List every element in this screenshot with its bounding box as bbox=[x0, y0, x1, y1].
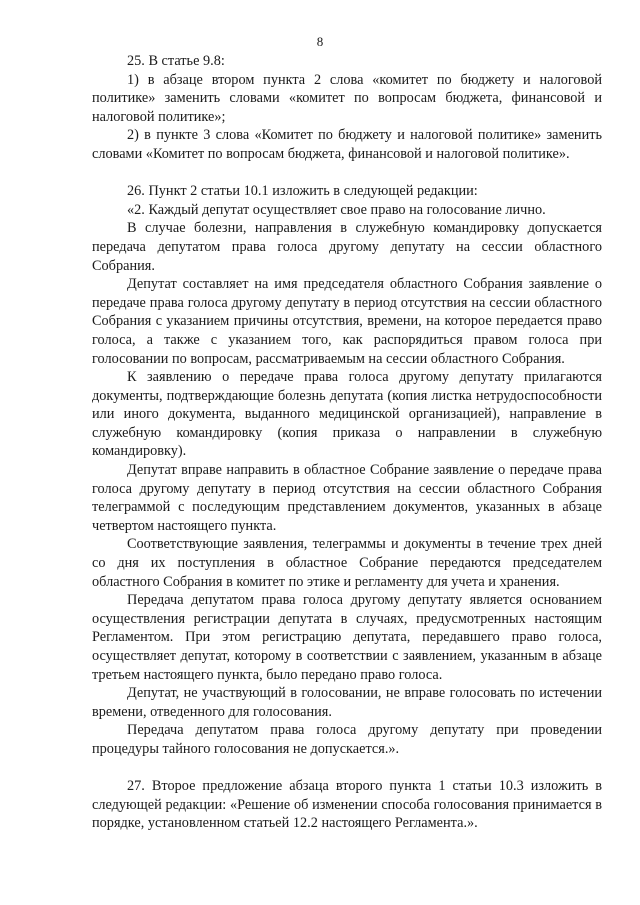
item-26-paragraph-8: Депутат, не участвующий в голосовании, не вправе голосовать по истечении времени, отведенного для голосования. bbox=[92, 685, 602, 720]
item-26-paragraph-4: К заявлению о передаче права голоса другому депутату прилагаются документы, подтверждающие болезнь депутата (копия листка нетрудоспособности или иного документа, выданного медицинской организацией), направление в служебную командировку (копия приказа о направлении в служебную командировку). bbox=[92, 369, 602, 460]
item-26-paragraph-2: В случае болезни, направления в служебную командировку допускается передача депутатом права голоса другому депутату на сессии областного Собрания. bbox=[92, 220, 602, 274]
page-number: 8 bbox=[316, 34, 324, 49]
item-26-paragraph-5: Депутат вправе направить в областное Собрание заявление о передаче права голоса другому депутату в период отсутствия на сессии областного Собрания телеграммой с последующим представлением документов, указанных в абзаце четвертом настоящего пункта. bbox=[92, 462, 602, 534]
item-25-subitem-1: 1) в абзаце втором пункта 2 слова «комитет по бюджету и налоговой политике» заменить словами «комитет по вопросам бюджета, финансовой и налоговой политике»; bbox=[92, 71, 602, 125]
item-25-heading: 25. В статье 9.8: bbox=[127, 53, 225, 69]
document-body bbox=[92, 52, 602, 833]
item-26-paragraph-3: Депутат составляет на имя председателя областного Собрания заявление о передаче права голоса другому депутату в период отсутствия на сессии областного Собрания с указанием причины отсутствия, времени, на которое передается право голоса, а также с указанием того, как распорядиться правом голоса при голосовании по вопросам, рассматриваемым на сессии областного Собрания. bbox=[92, 276, 602, 367]
item-26-paragraph-1: «2. Каждый депутат осуществляет свое право на голосование лично. bbox=[127, 201, 546, 218]
item-26-paragraph-7: Передача депутатом права голоса другому депутату является основанием осуществления регистрации депутата в случаях, предусмотренных настоящим Регламентом. При этом регистрацию депутата, передавшего право голоса, осуществляет депутат, которому в соответствии с заявлением, указанным в абзаце третьем настоящего пункта, было передано право голоса. bbox=[92, 592, 602, 683]
item-27-paragraph: 27. Второе предложение абзаца второго пункта 1 статьи 10.3 изложить в следующей редакции: «Решение об изменении способа голосования принимается в порядке, установленном статьей 12.2 настоящего Регламента.». bbox=[92, 778, 602, 832]
item-26-heading: 26. Пункт 2 статьи 10.1 изложить в следующей редакции: bbox=[127, 183, 478, 200]
item-25-subitem-2: 2) в пункте 3 слова «Комитет по бюджету и налоговой политике» заменить словами «Комитет по вопросам бюджета, финансовой и налоговой политике». bbox=[92, 127, 602, 162]
item-26-paragraph-9: Передача депутатом права голоса другому депутату при проведении процедуры тайного голосования не допускается.». bbox=[92, 722, 602, 757]
item-26-paragraph-6: Соответствующие заявления, телеграммы и документы в течение трех дней со дня их поступления в областное Собрание передаются председателем областного Собрания в комитет по этике и регламенту для учета и хранения. bbox=[92, 536, 602, 590]
